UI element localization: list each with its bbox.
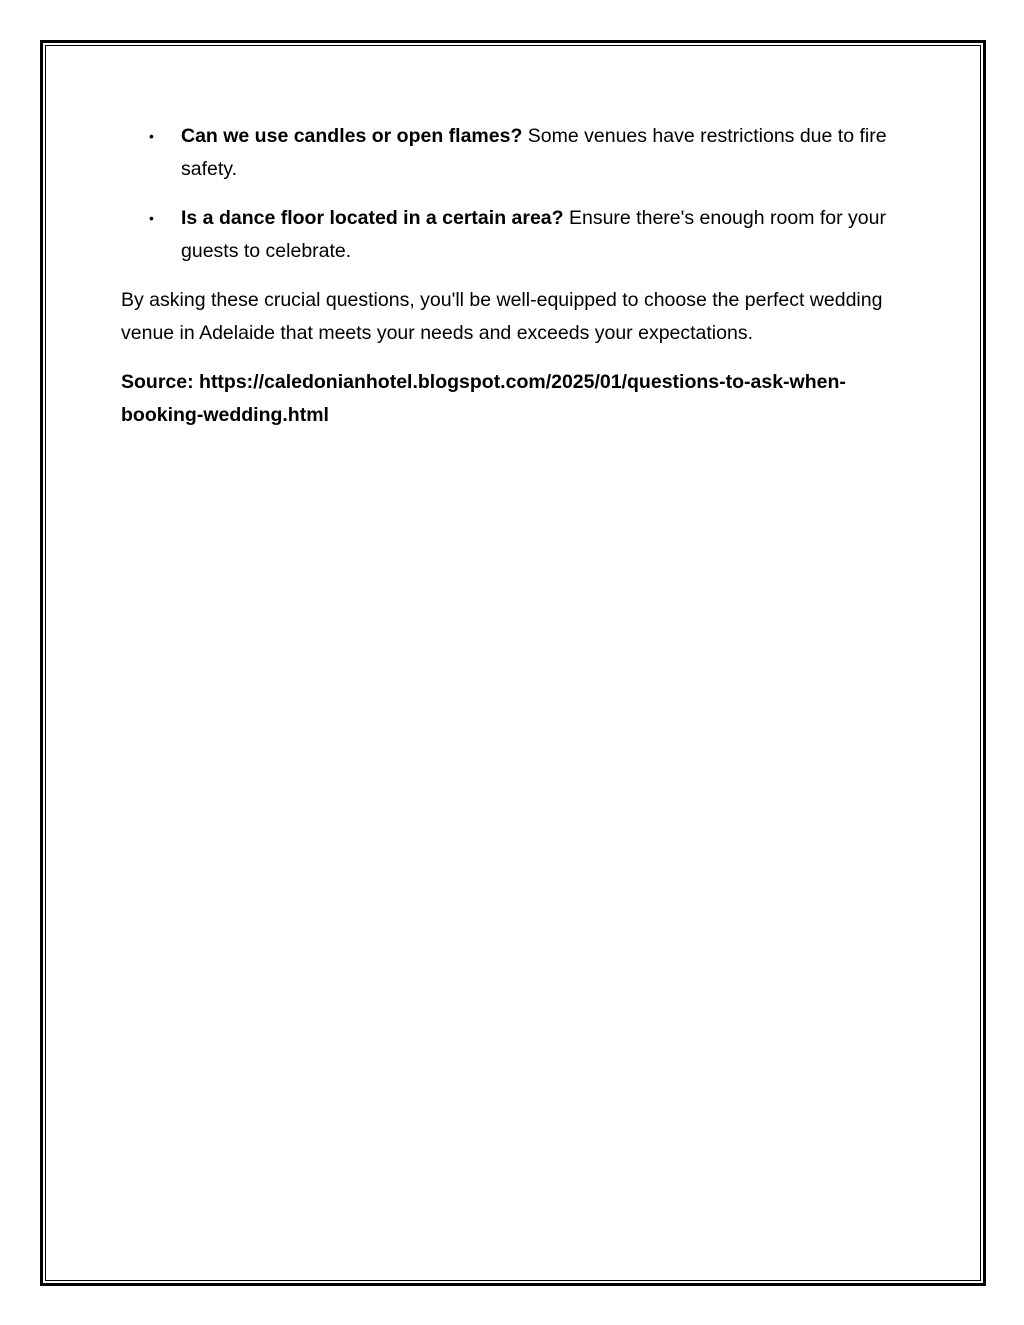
source-label: Source: xyxy=(121,371,194,393)
source-line xyxy=(121,366,911,432)
bullet-icon: • xyxy=(149,210,154,226)
answer-text: Ensure there's enough room for your guests to celebrate. xyxy=(181,207,886,262)
question-list xyxy=(121,120,911,268)
bullet-icon: • xyxy=(149,128,154,144)
list-item xyxy=(121,202,911,268)
closing-paragraph: By asking these crucial questions, you'll be well-equipped to choose the perfect wedding venue in Adelaide that meets your needs and exceeds your expectations. xyxy=(121,289,883,344)
list-item xyxy=(121,120,911,186)
answer-text: Some venues have restrictions due to fire safety. xyxy=(181,125,887,180)
question-text: Can we use candles or open flames? xyxy=(181,125,523,147)
source-url: https://caledonianhotel.blogspot.com/2025/01/questions-to-ask-when-booking-wedding.html xyxy=(121,371,846,426)
document-body xyxy=(121,120,911,432)
question-text: Is a dance floor located in a certain area? xyxy=(181,207,564,229)
